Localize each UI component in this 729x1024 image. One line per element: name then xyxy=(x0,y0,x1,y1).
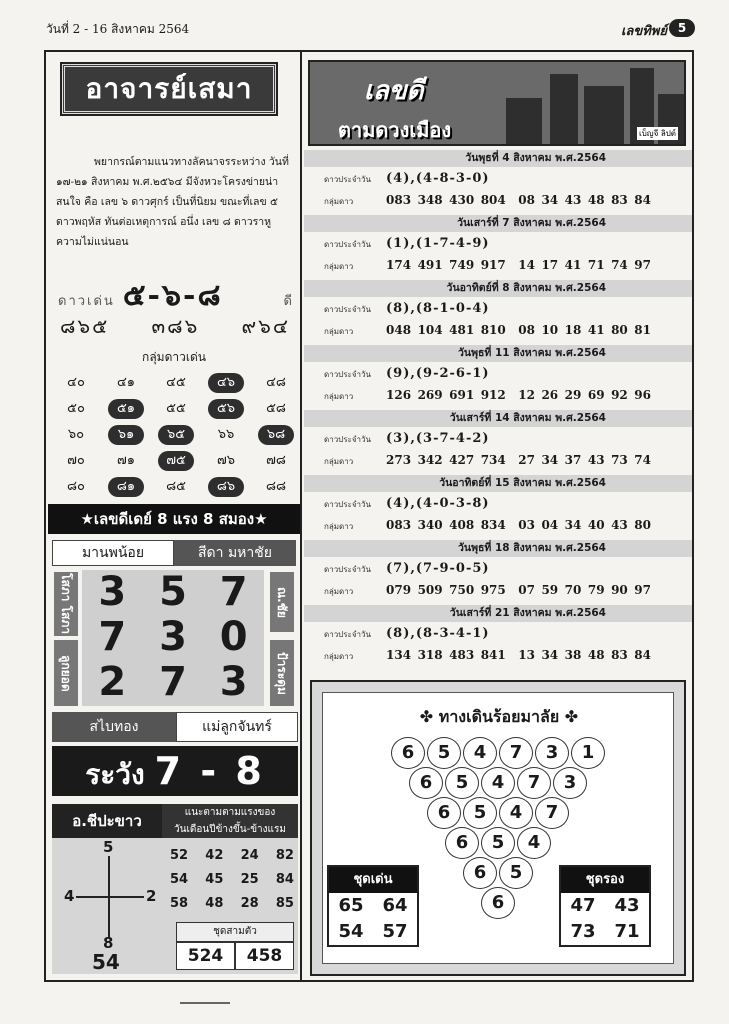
pair-number: 70 xyxy=(564,583,582,597)
day-block xyxy=(304,345,692,410)
pair-number: 08 xyxy=(518,323,535,337)
chee-sub-line: วันเดือนปีข้างขึ้น-ข้างแรม xyxy=(174,824,286,835)
chee-subtitle xyxy=(162,804,298,838)
grid-number: ๗๘ xyxy=(266,453,286,468)
day-heading: วันเสาร์ที่ 21 สิงหาคม พ.ศ.2564 xyxy=(304,605,692,622)
main-set-box xyxy=(327,865,419,947)
day-heading: วันเสาร์ที่ 7 สิงหาคม พ.ศ.2564 xyxy=(304,215,692,232)
highlighted-number: ๔๖ xyxy=(208,373,244,393)
pairs-row xyxy=(170,844,294,868)
cross-base: 54 xyxy=(92,950,120,974)
triple-number: 917 xyxy=(480,258,506,272)
day-group-line xyxy=(324,518,657,533)
set3-values xyxy=(176,942,294,970)
main-set-label: ชุดเด่น xyxy=(329,867,417,893)
careful-value: 7 - 8 xyxy=(154,749,265,793)
set-number: 54 xyxy=(338,921,364,942)
group-values xyxy=(386,648,657,662)
day-block xyxy=(304,215,692,280)
triple-number: 975 xyxy=(480,583,506,597)
triple-number: 810 xyxy=(480,323,506,337)
grid-row xyxy=(58,422,294,448)
road-ball: 5 xyxy=(427,737,461,769)
triple-number: 430 xyxy=(449,193,475,207)
triple-number: 912 xyxy=(480,388,506,402)
pair-number: 83 xyxy=(611,648,628,662)
star-end: ดี xyxy=(283,294,292,309)
day-star-line xyxy=(324,236,490,251)
group-label: กลุ่มดาว xyxy=(324,457,354,466)
triple-number: 491 xyxy=(417,258,443,272)
grid-row xyxy=(58,474,294,500)
pair-number: 83 xyxy=(611,193,628,207)
grid-number: ๕๘ xyxy=(266,401,286,416)
triple-number: 048 xyxy=(386,323,412,337)
building-shape xyxy=(506,98,542,144)
road-ball: 6 xyxy=(481,887,515,919)
group-label: กลุ่มดาว xyxy=(324,652,354,661)
main-set-row xyxy=(329,919,417,945)
pair-number: 80 xyxy=(611,323,628,337)
day-heading: วันเสาร์ที่ 14 สิงหาคม พ.ศ.2564 xyxy=(304,410,692,427)
daily-star-label: ดาวประจำวัน xyxy=(324,370,371,379)
triple-number: 342 xyxy=(417,453,443,467)
road-title: ✤ ทางเดินร้อยมาลัย ✤ xyxy=(419,707,579,726)
pair-number: 03 xyxy=(518,518,535,532)
pair-number: 48 xyxy=(205,896,224,911)
pair-number: 48 xyxy=(587,648,605,662)
pair-number: 42 xyxy=(205,848,224,863)
cross-left: 4 xyxy=(64,887,75,905)
day-block xyxy=(304,540,692,605)
sub-set-row xyxy=(561,919,649,945)
pair-number: 07 xyxy=(518,583,535,597)
star-value: ๕-๖-๘ xyxy=(122,278,223,313)
cross-top: 5 xyxy=(103,838,114,856)
star-group-grid xyxy=(58,370,294,500)
pair-number: 34 xyxy=(541,193,559,207)
set-number: 73 xyxy=(570,921,596,942)
pair-number: 12 xyxy=(518,388,535,402)
road-inner xyxy=(322,692,674,964)
careful-banner xyxy=(52,746,298,796)
triple-number: 348 xyxy=(417,193,443,207)
daily-star-label: ดาวประจำวัน xyxy=(324,630,371,639)
cross-horizontal xyxy=(76,896,144,898)
tag-right-top: ณ.ชัย xyxy=(270,572,294,632)
daily-star-label: ดาวประจำวัน xyxy=(324,240,371,249)
day-block xyxy=(304,475,692,540)
pair-number: 41 xyxy=(587,323,605,337)
road-ball: 4 xyxy=(517,827,551,859)
building-shape xyxy=(550,74,578,144)
triple-number: 079 xyxy=(386,583,412,597)
set3-label: ชุดสามตัว xyxy=(176,922,294,942)
road-ball: 6 xyxy=(409,767,443,799)
road-ball: 3 xyxy=(535,737,569,769)
road-ball: 7 xyxy=(535,797,569,829)
daily-star-label: ดาวประจำวัน xyxy=(324,500,371,509)
pair-number: 38 xyxy=(564,648,582,662)
daily-star-value: (1),(1-7-4-9) xyxy=(386,236,490,251)
grid-number: ๕๕ xyxy=(166,401,186,416)
day-block xyxy=(304,605,692,670)
grid-number: ๘๘ xyxy=(265,479,287,494)
day-block xyxy=(304,150,692,215)
road-ball: 5 xyxy=(499,857,533,889)
highlighted-number: ๕๑ xyxy=(108,399,144,419)
pair-number: 80 xyxy=(634,518,651,532)
daily-star-value: (4),(4-0-3-8) xyxy=(386,496,490,511)
lucky-subtitle: ตามดวงเมือง xyxy=(338,118,452,142)
set3-value: 458 xyxy=(235,942,294,970)
set3-value: 524 xyxy=(176,942,235,970)
road-ball: 6 xyxy=(391,737,425,769)
pair-number: 08 xyxy=(518,193,535,207)
pair-number: 26 xyxy=(541,388,559,402)
pair-number: 25 xyxy=(240,872,259,887)
main-set-row xyxy=(329,893,417,919)
pair-number: 74 xyxy=(634,453,651,467)
pair-number: 28 xyxy=(240,896,259,911)
trio-item: ๓๘๖ xyxy=(151,314,200,338)
pair-number: 40 xyxy=(587,518,605,532)
number: 2 xyxy=(98,659,127,705)
day-heading: วันพุธที่ 4 สิงหาคม พ.ศ.2564 xyxy=(304,150,692,167)
road-ball: 6 xyxy=(463,857,497,889)
pair-number: 41 xyxy=(564,258,582,272)
number: 7 xyxy=(159,659,187,705)
pair-number: 74 xyxy=(611,258,628,272)
road-ball: 6 xyxy=(427,797,461,829)
sub-set-label: ชุดรอง xyxy=(561,867,649,893)
triple-number: 340 xyxy=(417,518,443,532)
set-number: 57 xyxy=(382,921,408,942)
grid-number: ๘๕ xyxy=(166,479,186,494)
triple-number: 134 xyxy=(386,648,412,662)
sub-set-box xyxy=(559,865,651,947)
lucky-banner xyxy=(308,60,686,146)
grid-number: ๖๐ xyxy=(67,427,85,442)
issue-date: วันที่ 2 - 16 สิงหาคม 2564 xyxy=(46,22,190,36)
road-ball: 1 xyxy=(571,737,605,769)
sub-set-row xyxy=(561,893,649,919)
cross-bottom: 8 xyxy=(103,934,114,952)
pair-number: 43 xyxy=(587,453,605,467)
group-label: กลุ่มดาว xyxy=(324,522,354,531)
pair-number: 10 xyxy=(541,323,559,337)
daily-title: ★เลขดีเดย์ 8 แรง 8 สมอง★ xyxy=(48,504,300,534)
pair-number: 24 xyxy=(240,848,259,863)
pair-number: 84 xyxy=(634,193,651,207)
pair-number: 82 xyxy=(275,848,294,863)
daily-star-value: (7),(7-9-0-5) xyxy=(386,561,490,576)
triple-number: 804 xyxy=(480,193,506,207)
group-values xyxy=(386,518,657,532)
daily-star-value: (4),(4-8-3-0) xyxy=(386,171,490,186)
pair-number: 96 xyxy=(634,388,651,402)
group-label: กลุ่มดาว xyxy=(324,587,354,596)
pair-number: 29 xyxy=(564,388,582,402)
pair-number: 52 xyxy=(170,848,189,863)
chee-pairs xyxy=(170,844,294,916)
sema-title: อาจารย์เสมา xyxy=(62,64,276,114)
triple-number: 841 xyxy=(480,648,506,662)
set-number: 43 xyxy=(614,895,640,916)
lucky-days xyxy=(304,150,692,670)
pair-number: 13 xyxy=(518,648,535,662)
tag-left-top: โสภา โสภา xyxy=(54,572,78,636)
daily-star-label: ดาวประจำวัน xyxy=(324,305,371,314)
day-heading: วันพุธที่ 11 สิงหาคม พ.ศ.2564 xyxy=(304,345,692,362)
triple-number: 083 xyxy=(386,518,412,532)
tag-left-bottom: ลูกยอด xyxy=(54,640,78,706)
pair-number: 71 xyxy=(587,258,605,272)
set-number: 65 xyxy=(338,895,364,916)
pair-number: 45 xyxy=(205,872,224,887)
day-group-line xyxy=(324,453,657,468)
group-label: กลุ่มดาว xyxy=(324,262,354,271)
grid-number: ๘๐ xyxy=(67,479,85,494)
right-column xyxy=(304,52,692,980)
pair-number: 85 xyxy=(275,896,294,911)
daily-star-value: (9),(9-2-6-1) xyxy=(386,366,490,381)
pairs-row xyxy=(170,868,294,892)
day-group-line xyxy=(324,323,657,338)
triple-number: 269 xyxy=(417,388,443,402)
pair-number: 84 xyxy=(634,648,651,662)
group-title: กลุ่มดาวเด่น xyxy=(142,350,206,364)
page-number: 5 xyxy=(669,19,695,37)
road-box xyxy=(310,680,686,976)
day-star-line xyxy=(324,496,490,511)
daily-star-value: (8),(8-1-0-4) xyxy=(386,301,490,316)
pair-number: 48 xyxy=(587,193,605,207)
careful-label: ระวัง xyxy=(85,758,145,791)
grid-number: ๔๑ xyxy=(116,375,136,390)
pair-number: 34 xyxy=(541,648,559,662)
triple-number: 509 xyxy=(417,583,443,597)
trio-item: ๘๖๕ xyxy=(60,314,110,338)
road-ball: 4 xyxy=(481,767,515,799)
day-heading: วันอาทิตย์ที่ 8 สิงหาคม พ.ศ.2564 xyxy=(304,280,692,297)
number: 3 xyxy=(159,614,187,660)
triple-number: 750 xyxy=(449,583,475,597)
pairs-row xyxy=(170,892,294,916)
road-ball: 6 xyxy=(445,827,479,859)
grid-number: ๗๐ xyxy=(67,453,85,468)
grid-number: ๔๕ xyxy=(166,375,186,390)
set-number: 47 xyxy=(570,895,596,916)
triple-number: 104 xyxy=(417,323,443,337)
pair-number: 84 xyxy=(275,872,294,887)
triple-number: 273 xyxy=(386,453,412,467)
road-ball: 5 xyxy=(463,797,497,829)
pair-number: 59 xyxy=(541,583,559,597)
triple-number: 318 xyxy=(417,648,443,662)
pair-number: 43 xyxy=(564,193,582,207)
road-ball: 4 xyxy=(463,737,497,769)
day-star-line xyxy=(324,301,490,316)
day-block xyxy=(304,280,692,345)
day-group-line xyxy=(324,388,657,403)
day-star-line xyxy=(324,366,490,381)
pair-number: 17 xyxy=(541,258,559,272)
day-star-line xyxy=(324,171,490,186)
triple-number: 834 xyxy=(480,518,506,532)
daily-star-label: ดาวประจำวัน xyxy=(324,175,371,184)
triple-number: 408 xyxy=(449,518,475,532)
road-ball: 7 xyxy=(517,767,551,799)
trio-item: ๙๖๔ xyxy=(241,314,290,338)
magazine-brand: เลขทิพย์ xyxy=(620,24,667,39)
day-group-line xyxy=(324,193,657,208)
tag-right-bottom: ป้าระดุม xyxy=(270,640,294,706)
pair-number: 79 xyxy=(587,583,605,597)
day-heading: วันอาทิตย์ที่ 15 สิงหาคม พ.ศ.2564 xyxy=(304,475,692,492)
tab-sabaithong: สไบทอง xyxy=(52,712,176,742)
pair-number: 58 xyxy=(170,896,189,911)
triple-number: 734 xyxy=(480,453,506,467)
pair-number: 43 xyxy=(611,518,628,532)
pair-number: 34 xyxy=(564,518,582,532)
road-ball: 5 xyxy=(481,827,515,859)
number: 7 xyxy=(98,614,127,660)
trio-row xyxy=(60,310,290,342)
road-ball: 7 xyxy=(499,737,533,769)
group-label: กลุ่มดาว xyxy=(324,327,354,336)
day-heading: วันพุธที่ 18 สิงหาคม พ.ศ.2564 xyxy=(304,540,692,557)
day-group-line xyxy=(324,648,657,663)
pair-number: 92 xyxy=(611,388,628,402)
triple-number: 691 xyxy=(449,388,475,402)
chee-sub-line: แนะตามตามแรงของ xyxy=(184,807,276,818)
page-frame xyxy=(44,50,694,982)
number: 3 xyxy=(219,659,248,705)
grid-row xyxy=(58,448,294,474)
highlighted-number: ๘๑ xyxy=(108,477,144,497)
day-block xyxy=(304,410,692,475)
daily-star-label: ดาวประจำวัน xyxy=(324,565,371,574)
grid-number: ๖๖ xyxy=(217,427,235,442)
triple-number: 749 xyxy=(449,258,475,272)
day-group-line xyxy=(324,583,657,598)
highlighted-number: ๘๖ xyxy=(208,477,244,497)
day-star-line xyxy=(324,431,490,446)
grid-number: ๗๖ xyxy=(216,453,236,468)
highlighted-number: ๖๘ xyxy=(258,425,294,445)
number-row xyxy=(82,615,264,660)
triple-number: 126 xyxy=(386,388,412,402)
pair-number: 14 xyxy=(518,258,535,272)
group-values xyxy=(386,258,657,272)
group-values xyxy=(386,388,657,402)
pair-number: 37 xyxy=(564,453,582,467)
group-label: กลุ่มดาว xyxy=(324,197,354,206)
triple-number: 483 xyxy=(449,648,475,662)
daily-star-value: (3),(3-7-4-2) xyxy=(386,431,490,446)
number-row xyxy=(82,660,264,705)
number: 3 xyxy=(98,569,127,615)
pair-number: 34 xyxy=(541,453,559,467)
lucky-title: เลขดี xyxy=(364,76,424,106)
number: 0 xyxy=(219,614,248,660)
pair-number: 73 xyxy=(611,453,628,467)
chee-name: อ.ชีปะขาว xyxy=(52,804,162,838)
tab-maelukjan: แม่ลูกจันทร์ xyxy=(176,712,298,742)
grid-number: ๗๑ xyxy=(116,453,136,468)
set-number: 71 xyxy=(614,921,640,942)
left-column xyxy=(46,52,302,980)
number-row xyxy=(82,570,264,615)
highlighted-number: ๗๕ xyxy=(158,451,194,471)
triple-number: 481 xyxy=(449,323,475,337)
daily-star-label: ดาวประจำวัน xyxy=(324,435,371,444)
pair-number: 69 xyxy=(587,388,605,402)
highlighted-number: ๖๑ xyxy=(108,425,144,445)
pair-number: 97 xyxy=(634,583,651,597)
group-values xyxy=(386,323,657,337)
triple-number: 427 xyxy=(449,453,475,467)
set-number: 64 xyxy=(382,895,408,916)
chee-box xyxy=(52,838,298,974)
grid-row xyxy=(58,396,294,422)
star-label: ดาวเด่น xyxy=(58,294,115,309)
highlighted-number: ๕๖ xyxy=(208,399,244,419)
pair-number: 97 xyxy=(634,258,651,272)
lucky-credit: เบ็ญจี ลิปต์ xyxy=(638,129,676,138)
tab-sida: สีดา มหาชัย xyxy=(174,540,296,566)
road-ball: 4 xyxy=(499,797,533,829)
grid-number: ๕๐ xyxy=(67,401,85,416)
building-shape xyxy=(584,86,624,144)
triple-number: 174 xyxy=(386,258,412,272)
day-group-line xyxy=(324,258,657,273)
daily-numbers xyxy=(82,570,264,706)
group-values xyxy=(386,583,657,597)
pair-number: 04 xyxy=(541,518,559,532)
tab-manop: มานพน้อย xyxy=(52,540,174,566)
pair-number: 81 xyxy=(634,323,651,337)
highlighted-number: ๖๕ xyxy=(158,425,194,445)
footer-mark xyxy=(180,1002,230,1004)
day-star-line xyxy=(324,626,490,641)
road-ball: 5 xyxy=(445,767,479,799)
grid-row xyxy=(58,370,294,396)
pair-number: 18 xyxy=(564,323,582,337)
grid-number: ๔๘ xyxy=(266,375,286,390)
number: 7 xyxy=(219,569,248,615)
group-values xyxy=(386,453,657,467)
pair-number: 27 xyxy=(518,453,535,467)
triple-number: 083 xyxy=(386,193,412,207)
sema-paragraph: พยากรณ์ตามแนวทางลัคนาจรระหว่าง วันที่ ๑๗-๒๑ สิงหาคม พ.ศ.๒๕๖๔ มีจังหวะโครงข่ายน่าสนใจ คือ เลข ๖ ดาวศุกร์ เป็นที่นิยม ขณะที่เลข ๕ ดาวพฤหัส ทันต่อเหตุการณ์ อนึ่ง เลข ๘ ดาวราหู ความไม่แน่นอน xyxy=(56,156,289,248)
pair-number: 54 xyxy=(170,872,189,887)
pair-number: 90 xyxy=(611,583,628,597)
group-label: กลุ่มดาว xyxy=(324,392,354,401)
grid-number: ๔๐ xyxy=(67,375,85,390)
road-ball: 3 xyxy=(553,767,587,799)
number: 5 xyxy=(159,569,187,615)
group-values xyxy=(386,193,657,207)
day-star-line xyxy=(324,561,490,576)
daily-star-value: (8),(8-3-4-1) xyxy=(386,626,490,641)
cross-right: 2 xyxy=(146,887,157,905)
